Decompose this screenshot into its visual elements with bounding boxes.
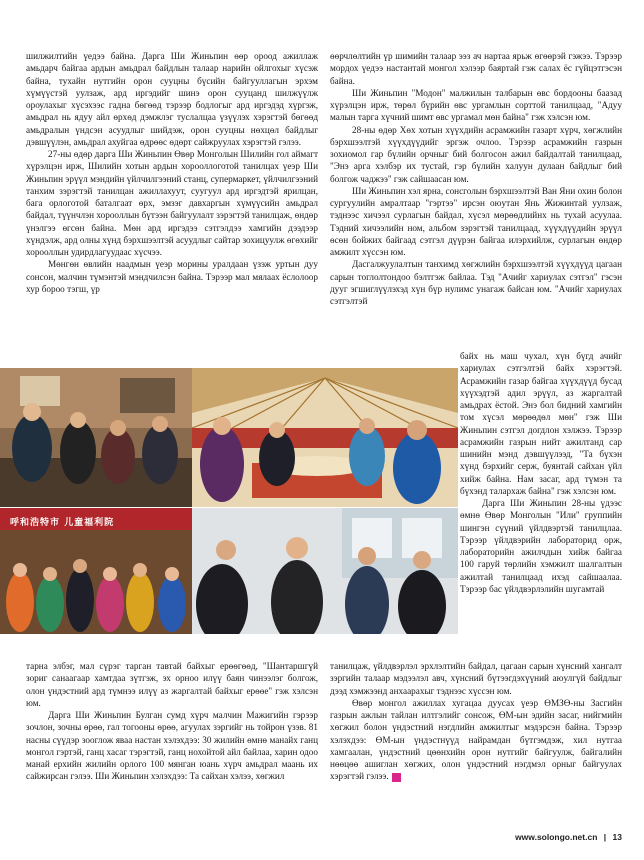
photo-group-visit	[192, 508, 458, 634]
photo-childrens-welfare	[0, 508, 193, 634]
article-paragraph: Ши Жиньпин хэл ярна, сонсголын бэрхшээлтэй Ван Яни охин болон сургуулийн амралтаар "гэртээ" ирсэн оюутан Янь Жижинтай уулзаж, тэднээс хичээл сурлагын байдал, хүсэл мөрөөдлийнх нь тухай асуулаа. Тэдний хичээлийн ном, альбом зэрэгтэй танилцаад, хүүхдүүдийн эрүүл өсөн бойжих байгаад сэтгэл дүүрэн байгаа илэрхийлж, сурлагын өндөр амжилт хүссэн юм.	[330, 185, 622, 257]
article-paragraph: танилцаж, үйлдвэрлэл эрхлэлтийн байдал, цагаан сарын хүнсний хангалт зэргийн талаар мэдээлэл авч, хүнсний бүтээгдэхүүний аюулгүй байдлыг дээд хэмжээнд анхаарахыг тэднээс хүссэн юм.	[330, 661, 622, 696]
article-column-right-narrow	[460, 350, 622, 595]
article-column-bottom-right	[330, 660, 622, 783]
article-column-top-right	[330, 50, 622, 307]
photo-banner-text: 呼和浩特市 儿童福利院	[6, 514, 118, 529]
page-footer	[515, 832, 622, 842]
article-paragraph: өөрчлөлтийн үр шимийн талаар ээз ач нартаа ярьж өгөөрэй гэжээ. Тэрээр мордох үедээ настантай монгол хэлээр баяртай гэж салах ёс гүйцэтгэсэн байна.	[330, 51, 622, 86]
photo-home-visit	[0, 368, 193, 507]
end-of-article-icon: ▶	[392, 773, 401, 782]
article-column-bottom-left	[26, 660, 318, 783]
photo-inside-ger	[192, 368, 458, 507]
article-paragraph: 28-ны өдөр Хөх хотын хүүхдийн асрамжийн газарт хүрч, хөгжлийн бэрхшээлтэй хүүхдүүдийг эргэж очлоо. Тэрээр асрамжийн газрын зохиомол гар бүлийн орчныг бий болгосон ажил байдалтай танилцаад, "Энэ арга хэлбэр их тустай, гэр бүлийн халуун дулаан байдлыг бий болгож чаджээ" гэж сайшаасан юм.	[330, 124, 622, 184]
footer-website: www.solongo.net.cn	[515, 832, 598, 842]
article-paragraph: 27-ны өдөр дарга Ши Жиньпин Өвөр Монголын Шилийн гол аймагт хүрэлцэн ирж, Шилийн хотын ардын хорооллоготой танилцах үеэр Ши Жиньпин эрүүл мэндийн үйлчилгээний станц, супермаркет, үйлчилгээний танхим зэрэгтэй танилцан ажиллахуут, суугуул ард иргэдтэй ярилцан, бага орлоготой баталгаат өрх, эмзэг давхаргын хүмүүсийн амьдрал байдал, түүнчлэн хорооллын бүтээн байгуулалт зэрэгтэй танилцаж, өндөр үнэлгээ өгсөн байна. Мөн ард иргэдээ сэтгэлдээ хамгийн дээдээр хүндэлж, ард олны хүнд бэрхшээлтэй асуудлыг сайтар зохицуулж өгөхийг хорооллын удирдлагуудаас хүсчээ.	[26, 149, 318, 257]
page-number: 13	[612, 832, 622, 842]
article-paragraph: тарна элбэг, мал сүрэг тарган тавтай байхыг ерөөгөөд, "Шантаршгүй зориг санаагаар хамтдаа зүтгэж, эх орноо илүү баян чинээлэг болгож, олон үндэстний ард түмнээ илүү аз жаргалтай байхыг ерөөе" гэж хэлсэн юм.	[26, 661, 318, 708]
article-paragraph: Мөнгөн өвлийн наадмын үеэр морины уралдаан үзэж уртын дуу сонсон, малчин түмэнтэй мэндчилсэн байна. Тэрээр мал мялаах ёслолоор хур бороо тэгш, үр	[26, 259, 318, 294]
article-paragraph: Өвөр монгол ажиллах хугацаа дуусах үеэр ӨМЗӨ-ны Засгийн газрын ажлын тайлан илтгэлийг сонсож, ӨМ-ын эдийн засаг, нийгмийн хөгжил болон үндэстний нэгдлийн амжилтыг мэдэрсэн байна. Тэрээр хэлэхдээ: ӨМ-ын үндэстнүүд найрамдан бүтгэмдэж, хил нутгаа хамгаалан, үндэстний цөөнхийн орон нутгийг байгуулж, байгалийн нөөцөө ашиглан хөгжих, олон үндэстний нэгдмэл орныг байгуулах хэрэгтэй гэлээ. ▶	[330, 697, 622, 782]
article-paragraph: Дарга Ши Жиньпин 28-ны үдээс өмнө Өвөр Монголын "Или" группийн шингэн сүүний үйлдвэртэй танилцлаа. Тэрээр үйлдвэрийн лабораторид орж, лабораторийн ажилчдын хийж байгаа 100 гаруй төрлийн хэмжилт шалгалтын ажилтай танилцаад ихэд сайшаалаа. Тэрээр бас үйлдвэрлэлийн шугамтай	[460, 498, 622, 594]
article-column-top-left	[26, 50, 318, 295]
footer-separator: |	[603, 832, 607, 842]
article-paragraph: Дарга Ши Жиньпин Булган сумд хүрч малчин Мажигийн гэрээр зочлон, зочны өрөө, гал тогооны өрөө, агуулах зэргийг нь тойрон үзэв. 81 насны сүүдэр зооглож яваа настан хэлэхдээ: 30 жилийн өмнө манайх ганц монгол гэртэй, ганц хасаг тэрэгтэй, ганц нохойтой айл байлаа, харин одоо манай ерхийн жилийн орлого 100 мянган юань хүрч амьдрал маань их сайжирсан гэлээ. Ши Жиньпин хэлэхдээ: Та сайхан хэлээ, хөгжил	[26, 710, 318, 782]
article-paragraph: байх нь маш чухал, хүн бүгд ачийг хариулах сэтгэлтэй байх хэрэгтэй. Асрамжийн газар байгаа хүүхдүүд бусад хүүхэдтэй адил эрүүл, аз жаргалтай амьдрах ёстой. Энэ бол бидний хамгийн том хүсэл мөрөөдөл мөн" гэж Ши Жиньпин сэтгэл догдлон хэлжээ. Тэрээр асрамжийн газрын нийт ажилтанд сар шинийн мэнд дэвшүүлээд, "Та бүхэн хүнд бэрхийг серж, буянтай сайхан үйл хийж байна. Нам засаг, ард түмэн та бүхэнд талархаж байна" гэж хэлсэн юм.	[460, 351, 622, 496]
article-paragraph: шилжилтийн үедээ байна. Дарга Ши Жиньпин өөр ороод ажиллаж амьдарч байгаа ардын амьдрал байдлын талаар нарийн ойлгохыг хүсэж байна, тухайн нутгийн орон сууцны бүсийн байгууллагын эрхэм хүмүүстэй уулзаж, ард иргэдийг шинэ орон сууцанд шилжүүлж ороулахыг хүсэхээс гадна бөгөөд тэрээр бодлогыг ард иргэдэд хүргэж, амьдрал нь ядуу айл өрхөд дэмжлэг туслалцаа үзүүлэх хэрэгтэй бөгөөд амьдралын үндсэн асуудлыг шийдэж, орон сууцны нөхцөл байдлыг дэвшүүлэн, амьдрал ахуйгаа өдрөөс өдөрт сайжруулах хэрэгтэй гэлээ.	[26, 51, 318, 147]
article-paragraph: Дасгалжуулалтын танхимд хөгжлийн бэрхшээлтэй хүүхдүүд цагаан сарын тоглолтондоо бэлтгэж байлаа. Тэд "Ачийг хариулах сэтгэл" гэсэн дууг эгшиглүүлэхэд хүн бүр нулимс унагаж байсан юм. "Ачийг хариулах сэтгэлтэй	[330, 259, 622, 306]
article-paragraph: Ши Жиньпин "Модон" малжилын талбарын өвс бордооны баазад хүрэлцэн ирж, төрөл бүрийн өвс ургамлын сорттой танилцаад, "Адуу малын тарга хүчний шимт өвс ургамал мөн байна" гэж хэлсэн юм.	[330, 87, 622, 123]
